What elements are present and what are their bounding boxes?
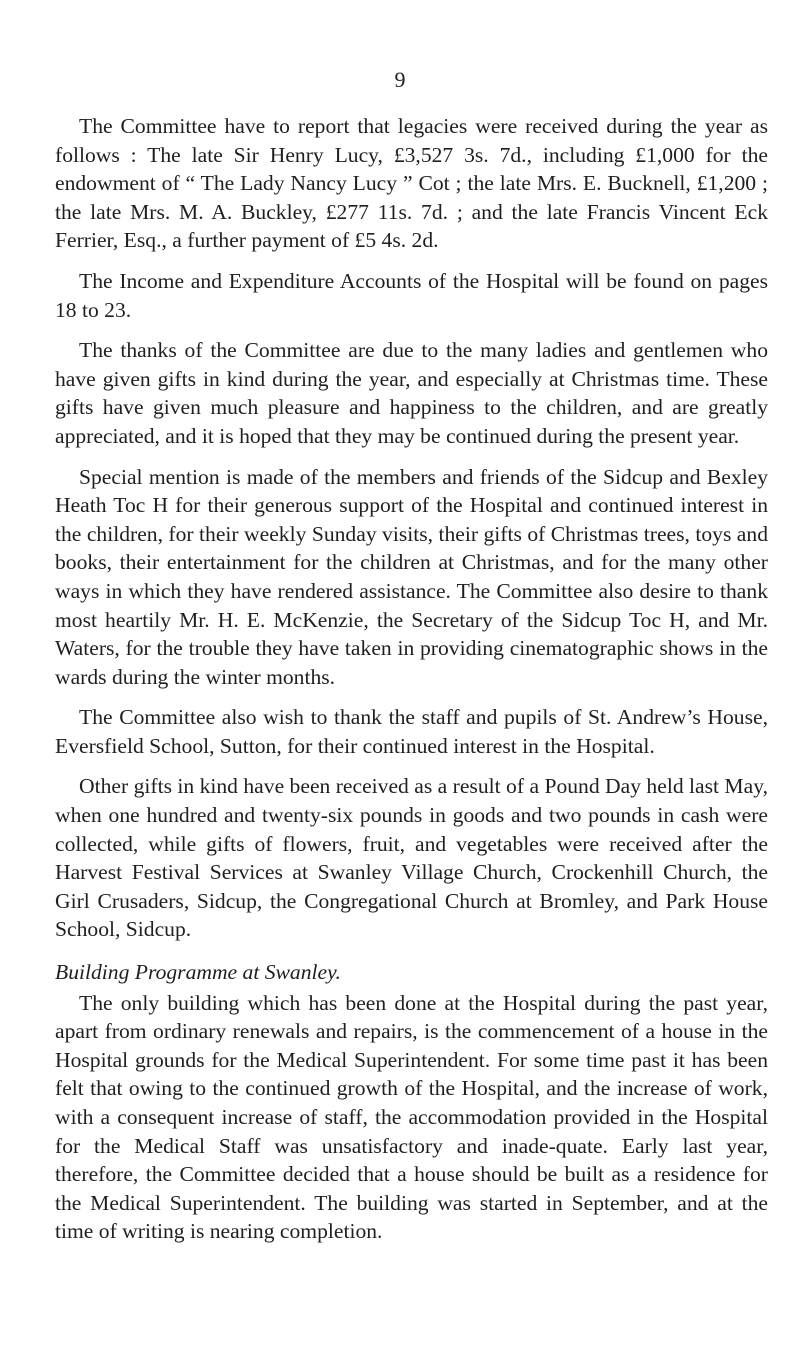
paragraph-accounts: The Income and Expenditure Accounts of the Hospital will be found on pages 18 to 23.: [55, 268, 768, 322]
paragraph-thanks-gifts: The thanks of the Committee are due to the many ladies and gentlemen who have given gifts in kind during the year, and especially at Christmas time. These gifts have given much pleasure and happiness to the children, and are greatly appreciated, and it is hoped that they may be continued during the present year.: [55, 338, 768, 448]
paragraph-legacies: The Committee have to report that legacies were received during the year as follows : The late Sir Henry Lucy, £3,527 3s. 7d., including £1,000 for the endowment of “ The Lady Nancy Lucy ” Cot ; the late Mrs. E. Bucknell, £1,200 ; the late Mrs. M. A. Buckley, £277 11s. 7d. ; and the late Francis Vincent Eck Ferrier, Esq., a further payment of £5 4s. 2d.: [55, 114, 768, 253]
page-number: 9: [394, 67, 406, 92]
section-heading-building: Building Programme at Swanley.: [55, 960, 341, 985]
paragraph-toc-h: Special mention is made of the members and friends of the Sidcup and Bexley Heath Toc H for their generous support of the Hospital and continued interest in the children, for their weekly Sunday visits, their gifts of Christmas trees, toys and books, their entertainment for the children at Christmas, and for the many other ways in which they have rendered assistance. The Committee also desire to thank most heartily Mr. H. E. McKenzie, the Secretary of the Sidcup Toc H, and Mr. Waters, for the trouble they have taken in providing cinematographic shows in the wards during the winter months.: [55, 464, 768, 689]
paragraph-pound-day: Other gifts in kind have been received as a result of a Pound Day held last May, when one hundred and twenty-six pounds in goods and two pounds in cash were collected, while gifts of flowers, fruit, and vegetables were received after the Harvest Festival Services at Swanley Village Church, Crockenhill Church, the Girl Crusaders, Sidcup, the Congregational Church at Bromley, and Park House School, Sidcup.: [55, 774, 768, 942]
paragraph-building: The only building which has been done at the Hospital during the past year, apart from ordinary renewals and repairs, is the commencement of a house in the Hospital grounds for the Medical Superintendent. For some time past it has been felt that owing to the continued growth of the Hospital, and the increase of work, with a consequent increase of staff, the accommodation provided in the Hospital for the Medical Staff was unsatisfactory and inade-quate. Early last year, therefore, the Committee decided that a house should be built as a residence for the Medical Superintendent. The building was started in September, and at the time of writing is nearing completion.: [55, 990, 768, 1244]
document-body: [55, 112, 768, 1258]
paragraph-st-andrews: The Committee also wish to thank the staff and pupils of St. Andrew’s House, Eversfield School, Sutton, for their continued interest in the Hospital.: [55, 705, 768, 758]
